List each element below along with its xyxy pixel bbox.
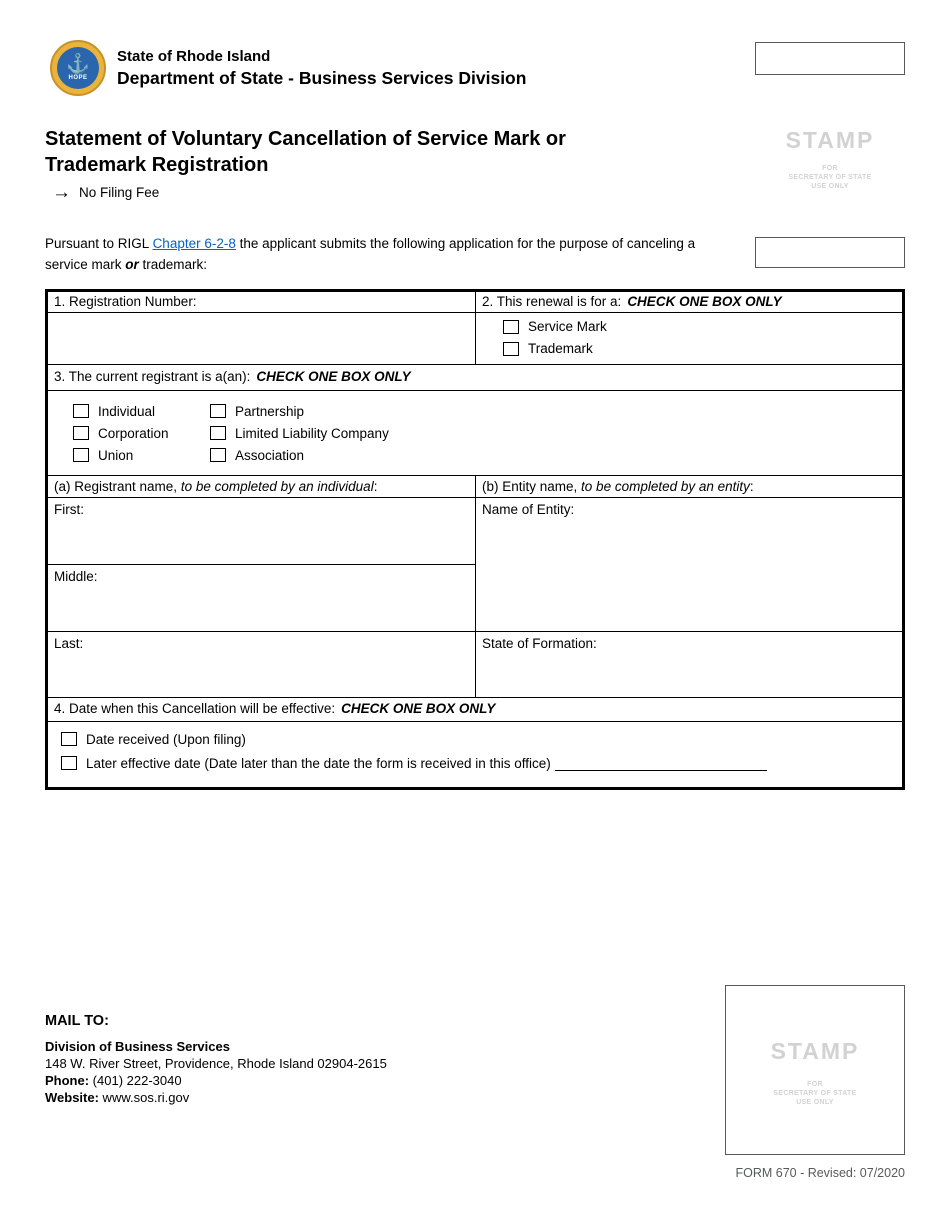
seal-inner-circle bbox=[57, 47, 99, 89]
stamp-note-line: FOR bbox=[807, 1081, 823, 1088]
state-name: State of Rhode Island bbox=[117, 47, 271, 65]
registrant-name-column bbox=[48, 498, 475, 697]
q1-label-text: 1. Registration Number: bbox=[54, 294, 197, 309]
stamp-note-line: SECRETARY OF STATE bbox=[773, 1090, 857, 1097]
checkbox-individual[interactable] bbox=[73, 404, 210, 419]
check-one-box-only-text: CHECK ONE BOX ONLY bbox=[341, 701, 496, 716]
association-checkbox-icon[interactable] bbox=[210, 448, 226, 462]
section-a-text: (a) Registrant name, bbox=[54, 479, 181, 494]
row-name-entity-fields bbox=[48, 498, 902, 698]
later-date-label: Later effective date (Date later than the date the form is received in this office) bbox=[86, 755, 551, 771]
intro-text-1: Pursuant to RIGL bbox=[45, 236, 153, 251]
registrant-type-header bbox=[48, 365, 902, 391]
individual-checkbox-icon[interactable] bbox=[73, 404, 89, 418]
stamp-note-line: FOR bbox=[822, 165, 838, 172]
later-date-option-row bbox=[48, 751, 902, 775]
effective-date-header bbox=[48, 698, 902, 722]
q3-label-text: 3. The current registrant is a(an): bbox=[54, 369, 251, 384]
trademark-label: Trademark bbox=[528, 341, 593, 356]
q2-label-text: 2. This renewal is for a: bbox=[482, 294, 622, 309]
intro-or-emphasis: or bbox=[125, 257, 139, 272]
website-label: Website: bbox=[45, 1090, 99, 1105]
later-date-input-line[interactable] bbox=[555, 758, 767, 771]
no-filing-fee-note bbox=[52, 183, 159, 202]
last-name-field[interactable] bbox=[48, 632, 475, 697]
partnership-label: Partnership bbox=[235, 403, 305, 419]
checkbox-corporation[interactable] bbox=[73, 426, 210, 441]
registration-number-label bbox=[48, 292, 475, 312]
checkbox-association[interactable] bbox=[210, 448, 304, 463]
entity-name-label: Name of Entity: bbox=[482, 502, 575, 517]
stamp-box-upper bbox=[755, 42, 905, 75]
first-name-label: First: bbox=[54, 502, 84, 517]
q4-label-text: 4. Date when this Cancellation will be effective: bbox=[54, 701, 336, 716]
row-section-headers bbox=[48, 476, 902, 498]
entity-name-field[interactable] bbox=[476, 498, 902, 632]
section-b-header bbox=[475, 476, 902, 497]
intro-text-2: the applicant submits the following application for the purpose of canceling a service mark bbox=[45, 236, 696, 272]
corporation-checkbox-icon[interactable] bbox=[73, 426, 89, 440]
seal-motto: HOPE bbox=[68, 75, 88, 81]
row-inputs-1-2 bbox=[48, 313, 902, 365]
effective-date-options bbox=[48, 722, 902, 787]
partnership-checkbox-icon[interactable] bbox=[210, 404, 226, 418]
mail-division: Division of Business Services bbox=[45, 1039, 230, 1054]
individual-label: Individual bbox=[98, 403, 156, 419]
section-a-italic: to be completed by an individual bbox=[180, 479, 374, 494]
checkbox-llc[interactable] bbox=[210, 426, 389, 441]
registrant-type-row bbox=[73, 422, 902, 444]
stamp-use-note bbox=[726, 1080, 904, 1107]
intro-paragraph bbox=[45, 233, 725, 275]
registration-number-input-area[interactable] bbox=[48, 313, 475, 364]
mail-to-heading: MAIL TO: bbox=[45, 1013, 109, 1029]
mail-phone bbox=[45, 1072, 387, 1089]
state-of-formation-field[interactable] bbox=[476, 632, 902, 697]
agency-titles bbox=[117, 48, 526, 89]
stamp-note-line: SECRETARY OF STATE bbox=[788, 174, 872, 181]
stamp-note-line: USE ONLY bbox=[796, 1099, 834, 1106]
section-a-header bbox=[48, 476, 475, 497]
stamp-note-line: USE ONLY bbox=[811, 183, 849, 190]
date-received-option-row bbox=[48, 727, 902, 751]
checkbox-partnership[interactable] bbox=[210, 404, 304, 419]
check-one-box-only-text: CHECK ONE BOX ONLY bbox=[256, 369, 411, 384]
stamp-watermark: STAMP bbox=[770, 1038, 860, 1064]
section-b-colon: : bbox=[749, 479, 754, 494]
cancellation-form-table bbox=[45, 289, 905, 790]
registrant-type-options bbox=[48, 391, 902, 476]
mail-to-block bbox=[45, 1013, 387, 1106]
date-received-label: Date received (Upon filing) bbox=[86, 731, 246, 747]
section-b-text: (b) Entity name, bbox=[482, 479, 582, 494]
later-date-checkbox-icon[interactable] bbox=[61, 756, 77, 770]
checkbox-later-date[interactable] bbox=[61, 756, 551, 771]
section-a-colon: : bbox=[373, 479, 378, 494]
stamp-area-top bbox=[755, 42, 905, 268]
stamp-watermark: STAMP bbox=[785, 127, 875, 153]
union-label: Union bbox=[98, 447, 134, 463]
document-header bbox=[50, 40, 526, 96]
section-b-italic: to be completed by an entity bbox=[581, 479, 750, 494]
registrant-type-row bbox=[73, 400, 902, 422]
entity-column bbox=[475, 498, 902, 697]
renewal-type-label bbox=[475, 292, 902, 312]
first-name-field[interactable] bbox=[48, 498, 475, 565]
registrant-type-grid bbox=[48, 391, 902, 466]
middle-name-field[interactable] bbox=[48, 565, 475, 632]
mark-type-options bbox=[475, 313, 902, 364]
anchor-icon: ⚓ bbox=[66, 54, 90, 75]
check-one-box-only-text: CHECK ONE BOX ONLY bbox=[627, 294, 782, 309]
llc-label: Limited Liability Company bbox=[235, 425, 389, 441]
service-mark-checkbox-icon[interactable] bbox=[503, 320, 519, 334]
registrant-type-row bbox=[73, 444, 902, 466]
llc-checkbox-icon[interactable] bbox=[210, 426, 226, 440]
association-label: Association bbox=[235, 447, 305, 463]
intro-text-3: trademark: bbox=[138, 257, 208, 272]
checkbox-union[interactable] bbox=[73, 448, 210, 463]
arrow-right-icon: → bbox=[52, 182, 71, 203]
form-title: Statement of Voluntary Cancellation of Service Mark or Trademark Registration bbox=[45, 128, 566, 176]
checkbox-trademark[interactable] bbox=[503, 341, 902, 356]
middle-name-label: Middle: bbox=[54, 569, 98, 584]
stamp-use-note bbox=[755, 164, 905, 191]
rigl-chapter-link[interactable]: Chapter 6-2-8 bbox=[152, 236, 236, 251]
service-mark-label: Service Mark bbox=[528, 319, 607, 334]
stamp-area-bottom bbox=[725, 985, 905, 1155]
website-value: www.sos.ri.gov bbox=[98, 1090, 190, 1105]
mail-website bbox=[45, 1089, 387, 1106]
union-checkbox-icon[interactable] bbox=[73, 448, 89, 462]
effective-date-option-list bbox=[48, 722, 902, 775]
checkbox-date-received[interactable] bbox=[61, 732, 246, 747]
stamp-box-lower bbox=[755, 237, 905, 268]
fee-text: No Filing Fee bbox=[79, 185, 160, 200]
state-seal-logo bbox=[50, 40, 106, 96]
phone-label: Phone: bbox=[45, 1073, 90, 1088]
mail-address: 148 W. River Street, Providence, Rhode Island 02904-2615 bbox=[45, 1056, 387, 1071]
trademark-checkbox-icon[interactable] bbox=[503, 342, 519, 356]
checkbox-service-mark[interactable] bbox=[503, 319, 902, 334]
department-name: Department of State - Business Services Division bbox=[117, 67, 527, 88]
corporation-label: Corporation bbox=[98, 425, 169, 441]
form-number-footer: FORM 670 - Revised: 07/2020 bbox=[735, 1166, 905, 1180]
row-labels-1-2 bbox=[48, 292, 902, 313]
state-of-formation-label: State of Formation: bbox=[482, 636, 597, 651]
phone-value: (401) 222-3040 bbox=[89, 1073, 182, 1088]
last-name-label: Last: bbox=[54, 636, 84, 651]
date-received-checkbox-icon[interactable] bbox=[61, 732, 77, 746]
